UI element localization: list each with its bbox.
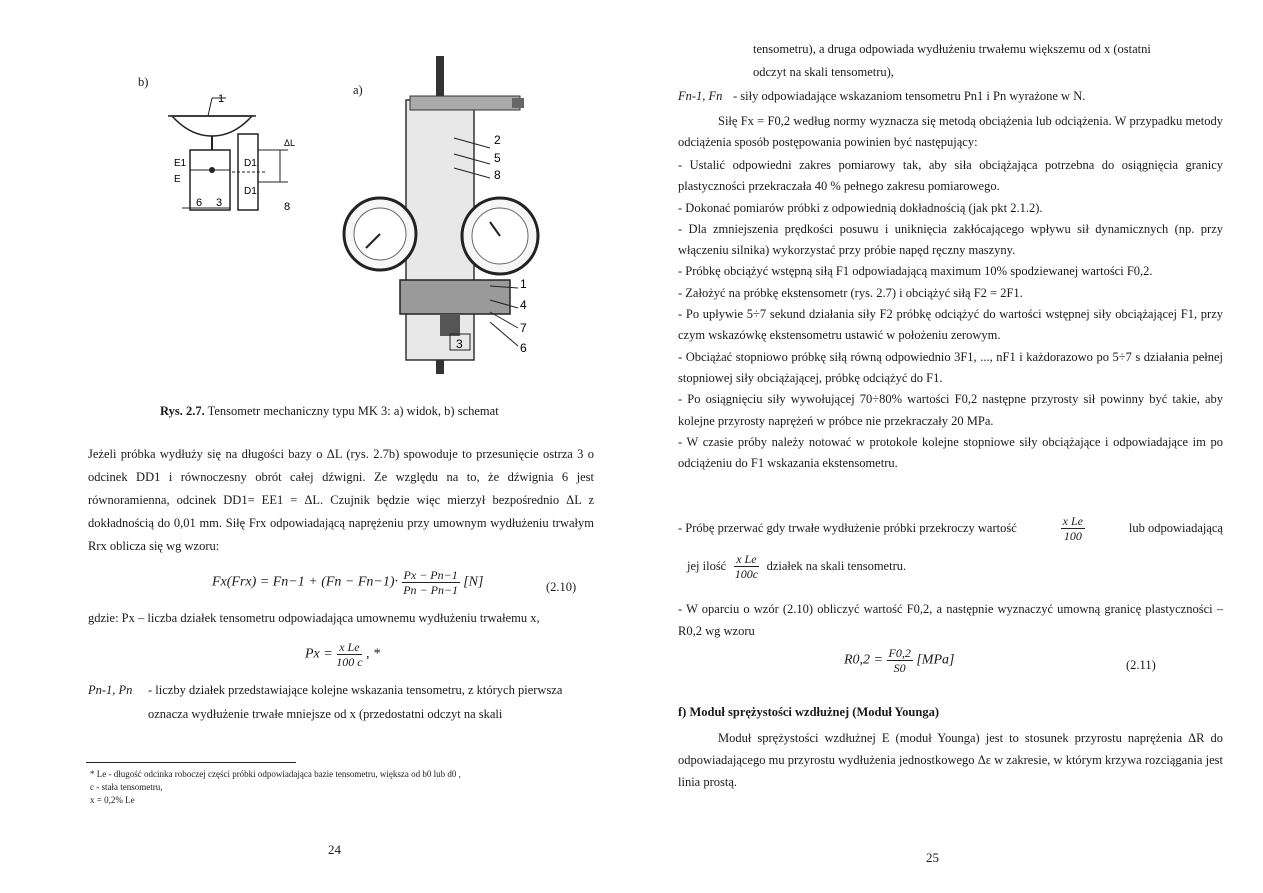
procedure-item: - Po osiągnięciu siły wywołującej 70÷80% wartości F0,2 następne przyrosty sił powinny być takie, aby kolejne przyrosty naprężeń w próbce nie przekraczały 20 MPa.: [678, 392, 1223, 428]
section-heading: f) Moduł sprężystości wzdłużnej (Moduł Younga): [678, 705, 939, 719]
figure-label-a: a): [353, 83, 363, 97]
equation2-unit: [MPa]: [916, 652, 955, 668]
stop-numerator: x Le: [1062, 514, 1083, 528]
procedure-item: - Po upływie 5÷7 sekund działania siły F2 próbkę odciążyć do wartości wstępnej siły obciążającej F1, przy czym wskazówkę ekstensometru ustawić w położeniu zerowym.: [678, 307, 1223, 343]
definition-pn-text: - liczby działek przedstawiające kolejne wskazania tensometru, z których pierwsza: [148, 683, 563, 697]
procedure-item: - Obciążać stopniowo próbkę siłą równą odpowiednio 3F1, ..., nF1 i każdorazowo po 5÷7 s działania pełnej stopniowej siły obciążającej, próbkę odciążyć do F1.: [678, 349, 1223, 385]
definition-pn-symbol: Pn-1, Pn: [88, 683, 133, 697]
procedure-item: - Założyć na próbkę ekstensometr (rys. 2.7) i obciążyć siłą F2 = 2F1.: [678, 285, 1023, 300]
definition-fn-symbol: Fn-1, Fn: [678, 89, 723, 103]
equation2-lhs: R0,2 =: [844, 652, 883, 668]
equation-2-10: [212, 568, 483, 597]
callout-a-7: 7: [520, 321, 527, 335]
continuation-line-1: tensometru), a druga odpowiada wydłużeniu trwałemu większemu od x (ostatni: [753, 42, 1151, 56]
px-numerator: x Le: [339, 640, 360, 654]
procedure-item: - Próbkę obciążyć wstępną siłą F1 odpowiadającą maximum 10% spodziewanej wartości F0,2.: [678, 264, 1153, 279]
procedure-item: - Ustalić odpowiedni zakres pomiarowy tak, aby siła obciążająca potrzebna do osiągnięcia granicy plastyczności przekraczała 40 % pełnego zakresu pomiarowego.: [678, 158, 1223, 194]
callout-a-1: 1: [520, 277, 527, 291]
paragraph-young: Moduł sprężystości wzdłużnej E (moduł Younga) jest to stosunek przyrostu naprężenia ΔR do odpowiadającego mu przyrostu wydłużenia jednostkowego Δε w zakresie, w którym krzywa rozciągania jest linia prostą.: [678, 731, 1223, 789]
stop-denominator: 100: [1063, 529, 1082, 543]
footnote-x: x = 0,2% Le: [90, 795, 135, 805]
equation-px: [305, 640, 380, 669]
figure-caption: [160, 403, 580, 420]
callout-a-4: 4: [520, 298, 527, 312]
procedure-item: - W czasie próby należy notować w protokole kolejne stopniowe siły obciążające i odpowiadające im po odciążeniu do F1 wskazania ekstensometru.: [678, 434, 1223, 471]
equation2-denominator: S0: [893, 661, 906, 675]
equation-denominator: Pn − Pn−1: [403, 583, 459, 597]
footnote-le: * Le - długość odcinka roboczej części próbki odpowiadająca bazie tensometru, większa od b0 lub d0 ,: [90, 769, 461, 779]
callout-b-1: 1: [218, 93, 225, 105]
definition-pn-cont: oznacza wydłużenie trwałe mniejsze od x (przedostatni odczyt na skali: [148, 707, 503, 721]
continuation-line-2: odczyt na skali tensometru),: [753, 65, 894, 79]
footnote-c: c - stała tensometru,: [90, 782, 163, 792]
page-number-left: 24: [328, 842, 341, 857]
callout-b-delta-l: ΔL: [284, 138, 296, 148]
stop2-numerator: x Le: [736, 552, 757, 566]
caption-number: Rys. 2.7.: [160, 404, 205, 418]
callout-a-2: 2: [494, 133, 501, 147]
procedure-item: - Dokonać pomiarów próbki z odpowiednią dokładnością (jak pkt 2.1.2).: [678, 200, 1043, 215]
procedure-item-stop: - Próbę przerwać gdy trwałe wydłużenie próbki przekroczy wartość $\frac{\text{x Le}}{100}$ lub odpowiadającą: [678, 514, 1223, 543]
paragraph-method: Siłę Fx = F0,2 według normy wyznacza się metodą obciążenia lub odciążenia. W przypadku metody odciążenia sposób postępowania powinien być następujący:: [678, 114, 1223, 149]
equation2-numerator: F0,2: [888, 646, 911, 660]
callout-b-8: 8: [284, 201, 291, 213]
equation2-number: (2.11): [1126, 658, 1156, 672]
procedure-item-stop-cont: jej ilość $\frac{\text{x Le}}{100c}$ działek na skali tensometru.: [687, 552, 907, 581]
px-denominator: 100 c: [336, 655, 363, 669]
equation-numerator: Px − Pn−1: [403, 568, 458, 582]
procedure-item-compute: - W oparciu o wzór (2.10) obliczyć wartość F0,2, a następnie wyznaczyć umowną granicę plastyczności – R0,2 wg wzoru: [678, 602, 1223, 638]
callout-a-8: 8: [494, 168, 501, 182]
stop2-denominator: 100c: [734, 567, 759, 581]
definition-px: gdzie: Px – liczba działek tensometru odpowiadająca umownemu wydłużeniu trwałemu x,: [88, 611, 540, 625]
callout-b-e: E: [174, 174, 181, 185]
equation-number: (2.10): [546, 580, 577, 594]
footnote-rule: [86, 762, 296, 763]
equation-unit: [N]: [463, 574, 484, 590]
equation-lhs: Fx(Frx) = Fn−1 + (Fn − Fn−1)·: [212, 574, 399, 590]
figure-schematic: [160, 90, 300, 220]
figure-label-b: b): [138, 75, 149, 89]
callout-b-d1-top: D1: [244, 158, 257, 169]
callout-b-e1: E1: [174, 158, 187, 169]
left-page: [0, 0, 631, 893]
page-number-right: 25: [926, 850, 939, 865]
px-tail: , *: [366, 646, 381, 662]
caption-text: Tensometr mechaniczny typu MK 3: a) widok, b) schemat: [207, 404, 499, 418]
px-lhs: Px =: [305, 646, 333, 662]
callout-a-5: 5: [494, 151, 501, 165]
paragraph-1: Jeżeli próbka wydłuży się na długości bazy o ΔL (rys. 2.7b) spowoduje to przesunięcie ostrza 3 o odcinek DD1 i równoczesny obrót całej dźwigni. Ze względu na to, że dźwignia 6 jest równoramienna, odcinek DD1= EE1 = ΔL. Czujnik będzie więc mierzył bezpośrednio ΔL z dokładnością do 0,01 mm. Siłę Frx odpowiadającą naprężeniu przy umownym wydłużeniu trwałym Rrx oblicza się wg wzoru:: [88, 447, 594, 553]
callout-b-6: 6: [196, 197, 203, 209]
procedure-item: - Dla zmniejszenia prędkości posuwu i uniknięcia zakłócającego wpływu sił dynamicznych (np. przy włączeniu silnika) wykorzystać przy próbie napęd ręczny maszyny.: [678, 221, 1223, 258]
right-page: [631, 0, 1263, 893]
callout-a-3: 3: [456, 337, 463, 351]
callout-b-d1-bottom: D1: [244, 186, 257, 197]
callout-b-3: 3: [216, 197, 223, 209]
figure-photo-device: [340, 56, 540, 376]
equation-2-11: [844, 646, 954, 675]
callout-a-6: 6: [520, 341, 527, 355]
definition-fn-text: - siły odpowiadające wskazaniom tensometru Pn1 i Pn wyrażone w N.: [733, 89, 1086, 103]
procedure-list: [678, 155, 1223, 474]
